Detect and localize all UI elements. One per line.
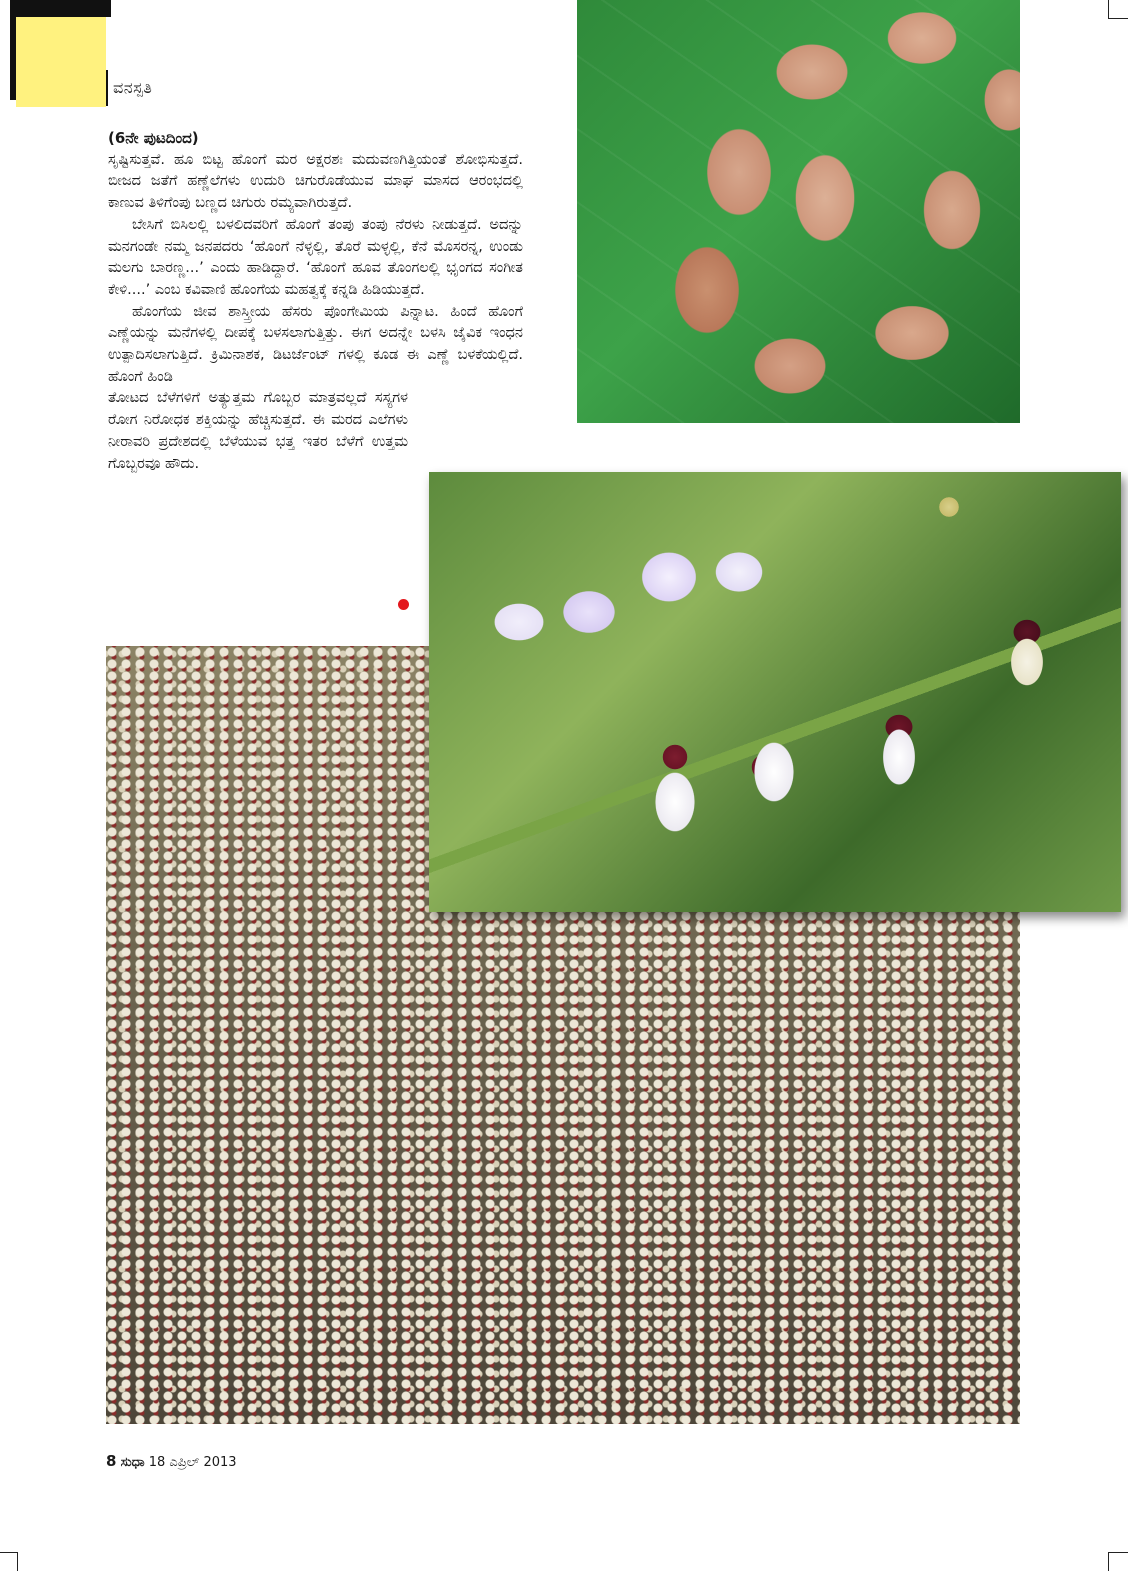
page-number: 8 [106, 1452, 117, 1470]
article-end-dot [398, 599, 409, 610]
article-paragraph: ಸೃಷ್ಟಿಸುತ್ತವೆ. ಹೂ ಬಿಟ್ಟ ಹೊಂಗೆ ಮರ ಅಕ್ಷರಶಃ ಮದುವಣಗಿತ್ತಿಯಂತೆ ಶೋಭಿಸುತ್ತದೆ. ಬೀಜದ ಜತೆಗೆ ಹಣ್ಣೆಲೆಗಳು ಉದುರಿ ಚಿಗುರೊಡೆಯುವ ಮಾಘ ಮಾಸದ ಆರಂಭದಲ್ಲಿ ಕಾಣುವ ತಿಳಿಗೆಂಪು ಬಣ್ಣದ ಚಿಗುರು ರಮ್ಯವಾಗಿರುತ್ತದೆ. [108, 151, 523, 212]
crop-mark [1108, 0, 1109, 18]
crop-mark [17, 1552, 18, 1571]
crop-mark [1108, 1552, 1128, 1553]
article-body [108, 128, 523, 475]
magazine-name: ಸುಧಾ [120, 1455, 145, 1470]
section-color-box [16, 17, 106, 107]
pongamia-seeds-photo [577, 0, 1020, 423]
section-rule [106, 70, 108, 106]
crop-mark [1108, 1552, 1109, 1571]
crop-mark [1108, 18, 1128, 19]
article-paragraph: ಹೊಂಗೆಯ ಜೀವ ಶಾಸ್ತ್ರೀಯ ಹೆಸರು ಪೊಂಗೇಮಿಯ ಪಿನ್ನಾಟ. ಹಿಂದೆ ಹೊಂಗೆ ಎಣ್ಣೆಯನ್ನು ಮನೆಗಳಲ್ಲಿ ದೀಪಕ್ಕೆ ಬಳಸಲಾಗುತ್ತಿತ್ತು. ಈಗ ಅದನ್ನೇ ಬಳಸಿ ಜೈವಿಕ ಇಂಧನ ಉತ್ಪಾದಿಸಲಾಗುತ್ತಿದೆ. ಕ್ರಿಮಿನಾಶಕ, ಡಿಟರ್ಜೆಂಟ್ ಗಳಲ್ಲಿ ಕೂಡ ಈ ಎಣ್ಣೆ ಬಳಕೆಯಲ್ಲಿದೆ. ಹೊಂಗೆ ಹಿಂಡಿ [108, 303, 523, 385]
pongamia-flowers-photo [429, 472, 1121, 912]
section-label: ವನಸ್ಪತಿ [113, 78, 153, 97]
continued-from-label: (6ನೇ ಪುಟದಿಂದ) [108, 129, 199, 147]
crop-mark [0, 1552, 17, 1553]
article-paragraph: ತೋಟದ ಬೆಳೆಗಳಿಗೆ ಅತ್ಯುತ್ತಮ ಗೊಬ್ಬರ ಮಾತ್ರವಲ್ಲದೆ ಸಸ್ಯಗಳ ರೋಗ ನಿರೋಧಕ ಶಕ್ತಿಯನ್ನು ಹೆಚ್ಚಿಸುತ್ತದೆ. ಈ ಮರದ ಎಲೆಗಳು ನೀರಾವರಿ ಪ್ರದೇಶದಲ್ಲಿ ಬೆಳೆಯುವ ಭತ್ತ ಇತರ ಬೆಳೆಗೆ ಉತ್ತಮ ಗೊಬ್ಬರವೂ ಹೌದು. [108, 390, 408, 472]
page-footer [106, 1452, 237, 1470]
header-black-bar [10, 0, 111, 17]
article-paragraph: ಬೇಸಿಗೆ ಬಿಸಿಲಲ್ಲಿ ಬಳಲಿದವರಿಗೆ ಹೊಂಗೆ ತಂಪು ತಂಪು ನೆರಳು ನೀಡುತ್ತದೆ. ಅದನ್ನು ಮನಗಂಡೇ ನಮ್ಮ ಜನಪದರು ‘ಹೊಂಗೆ ನೆಳ್ಳಲ್ಲಿ, ತೊರೆ ಮಳ್ಳಲ್ಲಿ, ಕೆನೆ ಮೊಸರನ್ನ, ಉಂಡು ಮಲಗು ಬಾರಣ್ಣ...’ ಎಂದು ಹಾಡಿದ್ದಾರೆ. ‘ಹೊಂಗೆ ಹೂವ ತೊಂಗಲಲ್ಲಿ ಭೃಂಗದ ಸಂಗೀತ ಕೇಳಿ....’ ಎಂಬ ಕವಿವಾಣಿ ಹೊಂಗೆಯ ಮಹತ್ವಕ್ಕೆ ಕನ್ನಡಿ ಹಿಡಿಯುತ್ತದೆ. [108, 216, 523, 298]
issue-date: 18 ಎಪ್ರಿಲ್ 2013 [148, 1455, 237, 1470]
